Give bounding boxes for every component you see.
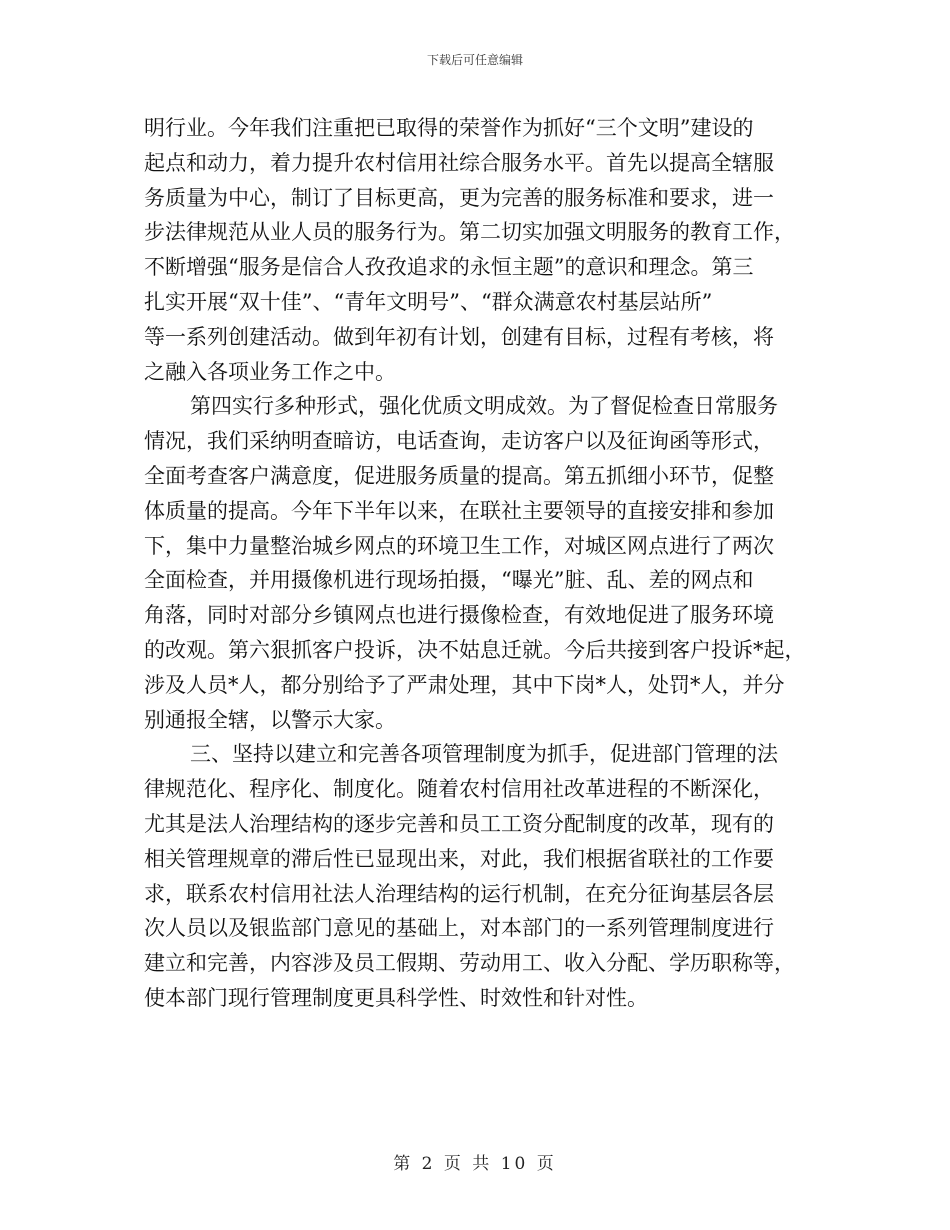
text-line: 全面考查客户满意度，促进服务质量的提高。第五抓细小环节，促整 — [144, 463, 774, 488]
text-line: 扎实开展“双十佳”、“青年文明号”、“群众满意农村基层站所” — [144, 289, 713, 314]
text-line: 相关管理规章的滞后性已显现出来，对此，我们根据省联社的工作要 — [144, 846, 774, 871]
text-line: 角落，同时对部分乡镇网点也进行摄像检查，有效地促进了服务环境 — [144, 603, 774, 628]
document-body — [144, 111, 806, 1016]
text-line: 务质量为中心，制订了目标更高，更为完善的服务标准和要求，进一 — [144, 185, 774, 210]
text-line: 情况，我们采纳明查暗访，电话查询，走访客户以及征询函等形式， — [144, 429, 774, 454]
paragraph-2 — [144, 389, 806, 737]
text-line: 次人员以及银监部门意见的基础上，对本部门的一系列管理制度进行 — [144, 916, 774, 941]
paragraph-1 — [144, 111, 806, 389]
text-line: 尤其是法人治理结构的逐步完善和员工工资分配制度的改革，现有的 — [144, 811, 774, 836]
text-line: 步法律规范从业人员的服务行为。第二切实加强文明服务的教育工作， — [144, 220, 795, 245]
text-line: 涉及人员*人，都分别给予了严肃处理，其中下岗*人，处罚*人，并分 — [144, 672, 785, 697]
text-line: 三、坚持以建立和完善各项管理制度为抓手，促进部门管理的法 — [190, 742, 778, 767]
page-number-footer: 第 2 页 共 10 页 — [393, 1154, 557, 1174]
text-line: 求，联系农村信用社法人治理结构的运行机制，在充分征询基层各层 — [144, 881, 774, 906]
text-line: 全面检查，并用摄像机进行现场拍摄，“曝光”脏、乱、差的网点和 — [144, 568, 754, 593]
text-line: 使本部门现行管理制度更具科学性、时效性和针对性。 — [144, 985, 648, 1010]
text-line: 等一系列创建活动。做到年初有计划，创建有目标，过程有考核，将 — [144, 324, 774, 349]
text-line: 起点和动力，着力提升农村信用社综合服务水平。首先以提高全辖服 — [144, 150, 774, 175]
text-line: 别通报全辖，以警示大家。 — [144, 707, 396, 732]
text-line: 下，集中力量整治城乡网点的环境卫生工作，对城区网点进行了两次 — [144, 533, 774, 558]
text-line: 的改观。第六狠抓客户投诉，决不姑息迁就。今后共接到客户投诉*起， — [144, 637, 806, 662]
text-line: 明行业。今年我们注重把已取得的荣誉作为抓好“三个文明”建设的 — [144, 116, 754, 140]
paragraph-3 — [144, 737, 806, 1015]
text-line: 之融入各项业务工作之中。 — [144, 359, 396, 384]
text-line: 建立和完善，内容涉及员工假期、劳动用工、收入分配、学历职称等， — [144, 951, 795, 976]
text-line: 律规范化、程序化、制度化。随着农村信用社改革进程的不断深化， — [144, 777, 774, 802]
text-line: 体质量的提高。今年下半年以来，在联社主要领导的直接安排和参加 — [144, 498, 774, 523]
page-header: 下载后可任意编辑 — [426, 53, 523, 67]
text-line: 不断增强“服务是信合人孜孜追求的永恒主题”的意识和理念。第三 — [144, 255, 754, 280]
text-line: 第四实行多种形式，强化优质文明成效。为了督促检查日常服务 — [190, 394, 778, 419]
